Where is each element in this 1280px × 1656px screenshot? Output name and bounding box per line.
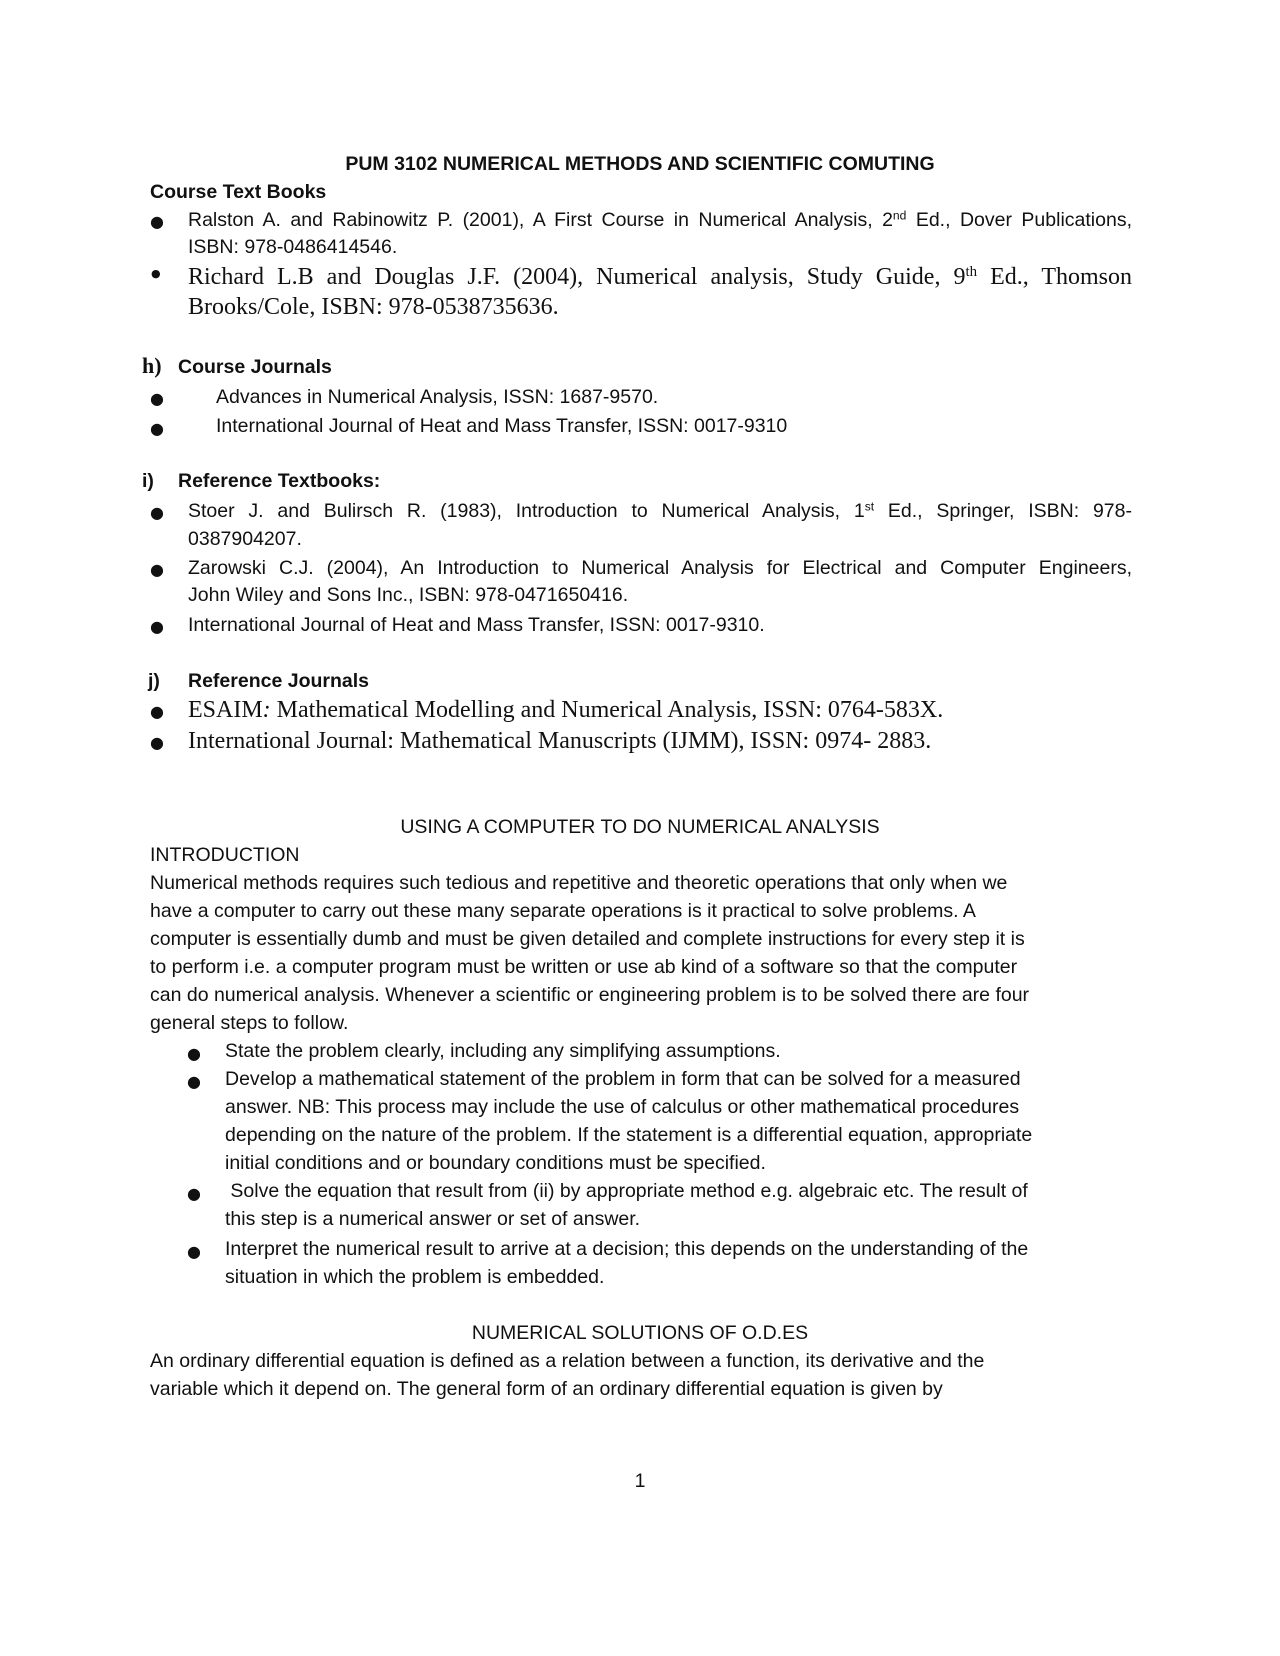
reference-journal-item-1: ESAIM: Mathematical Modelling and Numerical Analysis, ISSN: 0764-583X.: [188, 697, 944, 723]
step-item-2-line: initial conditions and or boundary conditions must be specified.: [225, 1152, 766, 1174]
page-number: 1: [634, 1470, 646, 1492]
step-item-2-line: answer. NB: This process may include the use of calculus or other mathematical procedures: [225, 1096, 1020, 1118]
section-letter-h: h): [142, 353, 162, 378]
text-book-item-1-line2: ISBN: 978-0486414546.: [188, 236, 398, 258]
introduction-label: INTRODUCTION: [150, 844, 300, 866]
bullet-icon: ●: [150, 419, 164, 438]
reference-textbook-item-3: International Journal of Heat and Mass Transfer, ISSN: 0017-9310.: [188, 614, 765, 636]
text-book-item-1: Ralston A. and Rabinowitz P. (2001), A First Course in Numerical Analysis, 2nd Ed., Dover Publications,: [188, 208, 1132, 231]
bullet-icon: ●: [150, 617, 164, 636]
reference-journals-heading: Reference Journals: [188, 670, 369, 692]
text-book-item-2: Richard L.B and Douglas J.F. (2004), Numerical analysis, Study Guide, 9th Ed., Thomson: [188, 263, 1132, 290]
bullet-icon: ●: [187, 1044, 201, 1063]
paragraph-line: to perform i.e. a computer program must be written or use ab kind of a software so that the computer: [150, 956, 1018, 978]
reference-textbooks-heading: Reference Textbooks:: [178, 470, 381, 492]
step-item-4-line: Interpret the numerical result to arrive at a decision; this depends on the understanding of the: [225, 1238, 1029, 1260]
reference-textbook-item-1: Stoer J. and Bulirsch R. (1983), Introduction to Numerical Analysis, 1st Ed., Springer, ISBN: 978-: [188, 499, 1132, 522]
reference-textbook-item-2: Zarowski C.J. (2004), An Introduction to Numerical Analysis for Electrical and Computer Engineers,: [188, 557, 1132, 579]
reference-textbook-item-2-line2: John Wiley and Sons Inc., ISBN: 978-0471650416.: [188, 584, 629, 606]
document-title: PUM 3102 NUMERICAL METHODS AND SCIENTIFIC COMUTING: [345, 153, 935, 175]
paragraph-line: can do numerical analysis. Whenever a scientific or engineering problem is to be solved there are four: [150, 984, 1030, 1006]
reference-journal-item-2: International Journal: Mathematical Manuscripts (IJMM), ISSN: 0974- 2883.: [188, 728, 932, 754]
step-item-2-line: depending on the nature of the problem. If the statement is a differential equation, appropriate: [225, 1124, 1033, 1146]
bullet-icon: ●: [151, 267, 161, 280]
bullet-icon: ●: [150, 503, 164, 522]
bullet-icon: ●: [150, 733, 164, 752]
reference-textbook-item-1-line2: 0387904207.: [188, 528, 302, 550]
step-item-3-line: this step is a numerical answer or set of answer.: [225, 1208, 641, 1230]
bullet-icon: ●: [150, 560, 164, 579]
section-letter-i: i): [142, 470, 154, 492]
bullet-icon: ●: [150, 702, 164, 721]
section-letter-j: j): [148, 670, 160, 692]
paragraph-line: have a computer to carry out these many separate operations is it practical to solve problems. A: [150, 900, 976, 922]
course-journal-item-1: Advances in Numerical Analysis, ISSN: 1687-9570.: [216, 386, 659, 408]
step-item-3-line: Solve the equation that result from (ii) by appropriate method e.g. algebraic etc. The result of: [225, 1180, 1028, 1202]
bullet-icon: ●: [187, 1072, 201, 1091]
bullet-icon: ●: [150, 389, 164, 408]
bullet-icon: ●: [150, 212, 164, 231]
paragraph-line: computer is essentially dumb and must be given detailed and complete instructions for every step it is: [150, 928, 1025, 950]
paragraph-line: general steps to follow.: [150, 1012, 349, 1034]
course-journal-item-2: International Journal of Heat and Mass Transfer, ISSN: 0017-9310: [216, 415, 788, 437]
step-item-4-line: situation in which the problem is embedded.: [225, 1266, 605, 1288]
bullet-icon: ●: [187, 1184, 201, 1203]
step-item-1: State the problem clearly, including any simplifying assumptions.: [225, 1040, 781, 1062]
course-journals-heading: Course Journals: [178, 356, 332, 378]
section-heading-computer: USING A COMPUTER TO DO NUMERICAL ANALYSIS: [400, 816, 880, 838]
section-heading-odes: NUMERICAL SOLUTIONS OF O.D.ES: [471, 1322, 809, 1344]
course-text-books-heading: Course Text Books: [150, 181, 327, 203]
odes-paragraph-line: An ordinary differential equation is defined as a relation between a function, its derivative and the: [150, 1350, 985, 1372]
step-item-2-line: Develop a mathematical statement of the problem in form that can be solved for a measured: [225, 1068, 1021, 1090]
text-book-item-2-line2: Brooks/Cole, ISBN: 978-0538735636.: [188, 294, 559, 320]
paragraph-line: Numerical methods requires such tedious and repetitive and theoretic operations that only when we: [150, 872, 1008, 894]
odes-paragraph-line: variable which it depend on. The general form of an ordinary differential equation is given by: [150, 1378, 943, 1400]
bullet-icon: ●: [187, 1242, 201, 1261]
